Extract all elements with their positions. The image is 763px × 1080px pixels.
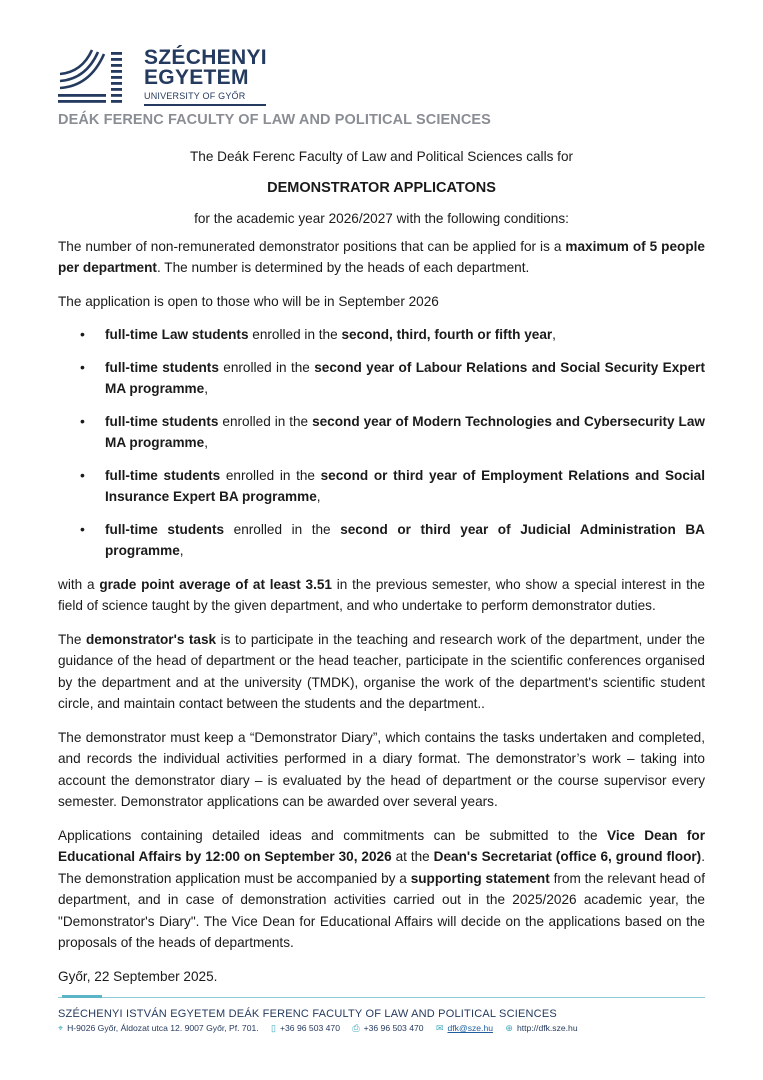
document-body bbox=[58, 146, 705, 987]
phone-icon: ▯ bbox=[271, 1023, 276, 1033]
footer-title: SZÉCHENYI ISTVÁN EGYETEM DEÁK FERENC FACULTY OF LAW AND POLITICAL SCIENCES bbox=[58, 1008, 557, 1020]
footer-phone: ▯ +36 96 503 470 bbox=[271, 1023, 340, 1033]
conditions-line: for the academic year 2026/2027 with the following conditions: bbox=[194, 211, 569, 226]
footer-contacts bbox=[58, 1023, 588, 1034]
paragraph-diary: The demonstrator must keep a “Demonstrator Diary”, which contains the tasks undertaken and completed, and records the individual activities performed in a diary format. The demonstrator’s work – taking into account the demonstrator diary – is evaluated by the head of department or the course supervisor every semester. Demonstrator applications can be awarded over several years. bbox=[58, 729, 705, 809]
fax-icon: ⎙ bbox=[352, 1023, 360, 1033]
logo-line-2: EGYETEM bbox=[144, 66, 249, 89]
paragraph-eligibility: The application is open to those who will be in September 2026 bbox=[58, 293, 439, 309]
footer-web[interactable] bbox=[505, 1023, 577, 1033]
document-title: DEMONSTRATOR APPLICATONS bbox=[267, 179, 496, 196]
bullet-icon: • bbox=[80, 358, 85, 375]
paragraph-gpa: with a grade point average of at least 3.51 in the previous semester, who show a special interest in the field of science taught by the given department, and who undertake to perform demonstrator duties. bbox=[58, 576, 705, 613]
list-item: • full-time students enrolled in the second year of Modern Technologies and Cybersecurity Law MA programme, bbox=[80, 412, 705, 450]
web-link[interactable]: http://dfk.sze.hu bbox=[516, 1023, 578, 1033]
logo-underline bbox=[144, 104, 266, 106]
location-pin-icon: ⌖ bbox=[58, 1023, 64, 1033]
bullet-icon: • bbox=[80, 520, 85, 537]
intro-line: The Deák Ferenc Faculty of Law and Political Sciences calls for bbox=[189, 149, 574, 164]
list-item: • full-time students enrolled in the second year of Labour Relations and Social Security Expert MA programme, bbox=[80, 358, 705, 396]
paragraph-task: The demonstrator's task is to participate in the teaching and research work of the department, under the guidance of the head of department or the head teacher, participate in the scientific conferences organised by the department and at the university (TMDK), organise the work of the department's scientific student circle, and maintain contact between the students and the department.. bbox=[58, 631, 705, 711]
paragraph-positions: The number of non-remunerated demonstrator positions that can be applied for is a maximum of 5 people per department. The number is determined by the heads of each department. bbox=[58, 238, 705, 275]
logo-line-1: SZÉCHENYI bbox=[144, 46, 267, 69]
place-date: Győr, 22 September 2025. bbox=[58, 968, 218, 984]
eligibility-list bbox=[58, 324, 705, 562]
list-item: • full-time students enrolled in the second or third year of Judicial Administration BA programme, bbox=[80, 520, 705, 558]
mail-icon: ✉ bbox=[435, 1023, 444, 1033]
list-item: • full-time students enrolled in the second or third year of Employment Relations and Social Insurance Expert BA programme, bbox=[80, 466, 705, 504]
university-logo-icon bbox=[58, 44, 124, 104]
faculty-heading: DEÁK FERENC FACULTY OF LAW AND POLITICAL SCIENCES bbox=[58, 112, 491, 128]
list-item: • full-time Law students enrolled in the second, third, fourth or fifth year, bbox=[58, 324, 705, 346]
page-header bbox=[58, 44, 578, 114]
paragraph-submission: Applications containing detailed ideas and commitments can be submitted to the Vice Dean for Educational Affairs by 12:00 on September 30, 2026 at the Dean's Secretariat (office 6, ground floor). The demonstration application must be accompanied by a supporting statement from the relevant head of department, and in case of demonstration activities carried out in the 2025/2026 academic year, the "Demonstrator's Diary". The Vice Dean for Educational Affairs will decide on the applications based on the proposals of the heads of departments. bbox=[58, 827, 706, 950]
footer-accent-bar bbox=[62, 995, 102, 998]
footer-divider bbox=[58, 997, 705, 998]
bullet-icon: • bbox=[80, 466, 85, 483]
logo-subtitle: UNIVERSITY OF GYŐR bbox=[144, 91, 246, 101]
email-link[interactable]: dfk@sze.hu bbox=[447, 1023, 494, 1033]
bullet-icon: • bbox=[80, 412, 85, 429]
footer-fax: ⎙ +36 96 503 470 bbox=[352, 1023, 424, 1033]
footer-address: ⌖ H-9026 Győr, Áldozat utca 12. 9007 Győr, Pf. 701. bbox=[58, 1023, 259, 1033]
bullet-icon: • bbox=[80, 326, 85, 342]
globe-icon: ⊕ bbox=[505, 1023, 513, 1033]
footer-email[interactable] bbox=[436, 1023, 493, 1033]
logo-wordmark bbox=[144, 48, 267, 106]
